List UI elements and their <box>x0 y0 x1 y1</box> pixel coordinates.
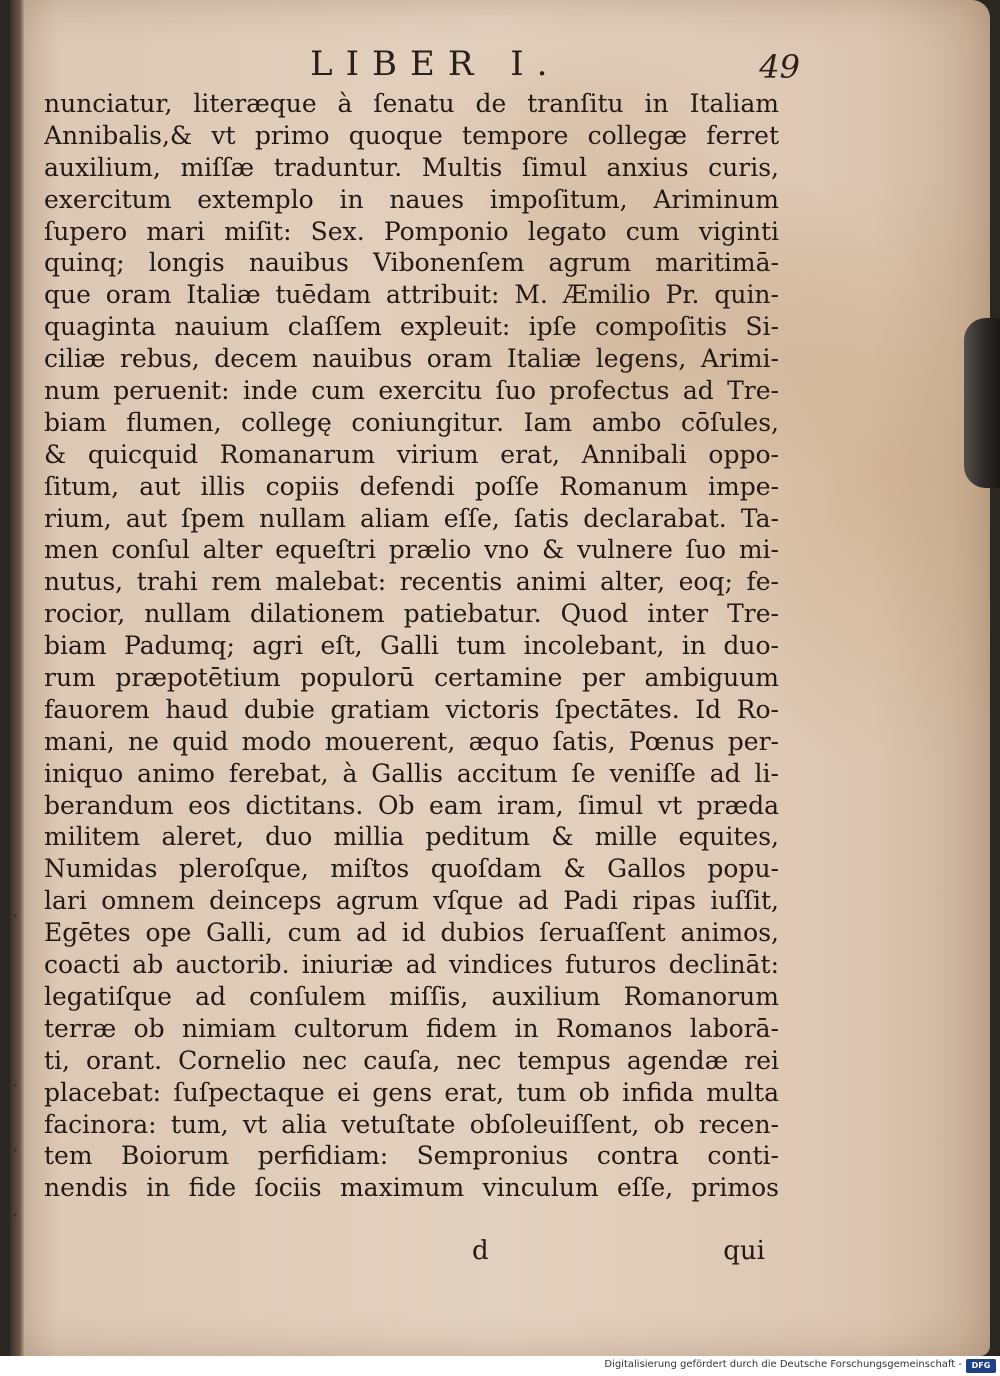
text-line: que oram Italiæ tuēdam attribuit: M. Æmilio Pr. quin- <box>44 280 779 310</box>
text-line: terræ ob nimiam cultorum fidem in Romanos laborā- <box>44 1013 779 1043</box>
text-line: rum præpotētium populorū certamine per ambiguum <box>44 663 779 693</box>
text-line: placebat: ſuſpectaque ei gens erat, tum ob infida multa <box>44 1077 779 1107</box>
text-line: rocior, nullam dilationem patiebatur. Quod inter Tre- <box>44 599 779 629</box>
book-clamp <box>964 318 1000 488</box>
text-line: rium, aut ſpem nullam aliam eſſe, ſatis declarabat. Ta- <box>44 503 779 533</box>
book-page <box>10 0 990 1356</box>
text-line: ciliæ rebus, decem nauibus oram Italiæ legens, Arimi- <box>44 344 779 374</box>
text-line: auxilium, miſſæ traduntur. Multis ſimul anxius curis, <box>44 152 779 182</box>
text-line: Numidas pleroſque, miſtos quoſdam & Gallos popu- <box>44 854 779 884</box>
text-line: militem aleret, duo millia peditum & mille equites, <box>44 822 779 852</box>
running-head <box>280 40 840 88</box>
text-line: facinora: tum, vt alia vetuſtate obſoleuiſſent, ob recen- <box>44 1109 779 1139</box>
text-line: exercitum extemplo in naues impoſitum, Ariminum <box>44 184 779 214</box>
page-number: 49 <box>759 48 800 86</box>
bleed-through-mark: · <box>12 1138 19 1162</box>
text-line: nendis in fide ſociis maximum vinculum eſſe, primos <box>44 1173 779 1203</box>
body-text <box>44 88 779 1238</box>
text-line: ſitum, aut illis copiis defendi poſſe Romanum impe- <box>44 471 779 501</box>
bleed-through-mark: · <box>12 1203 19 1227</box>
text-line: & quicquid Romanarum virium erat, Annibali oppo- <box>44 439 779 469</box>
text-line: mani, ne quid modo mouerent, æquo ſatis, Pœnus per- <box>44 726 779 756</box>
text-line: lari omnem deinceps agrum vſque ad Padi ripas iuſſit, <box>44 886 779 916</box>
bleed-through-mark: · <box>12 1073 19 1097</box>
text-line: berandum eos dictitans. Ob eam iram, ſimul vt præda <box>44 790 779 820</box>
text-line: Annibalis,& vt primo quoque tempore collegæ ferret <box>44 120 779 150</box>
dfg-logo: DFG <box>966 1359 996 1373</box>
text-line: iniquo animo ferebat, à Gallis accitum ſe veniſſe ad li- <box>44 758 779 788</box>
bleed-through-mark: · <box>12 903 19 927</box>
text-line: biam Padumq; agri eſt, Galli tum incolebant, in duo- <box>44 631 779 661</box>
text-line: legatiſque ad conſulem miſſis, auxilium Romanorum <box>44 981 779 1011</box>
text-line: tem Boiorum perfidiam: Sempronius contra conti- <box>44 1141 779 1171</box>
running-title: LIBER I. <box>310 44 561 84</box>
text-line: Egētes ope Galli, cum ad id dubios ſeruaſſent animos, <box>44 918 779 948</box>
signature-mark: d <box>472 1236 489 1266</box>
text-line: coacti ab auctorib. iniuriæ ad vindices futuros declināt: <box>44 950 779 980</box>
page-footer <box>44 1236 779 1270</box>
text-line: nunciatur, literæque à ſenatu de tranſitu in Italiam <box>44 89 779 118</box>
text-line: men conſul alter equeſtri prælio vno & vulnere ſuo mi- <box>44 535 779 565</box>
text-line: nutus, trahi rem malebat: recentis animi alter, eoq; fe- <box>44 567 779 597</box>
text-line: quaginta nauium claſſem expleuit: ipſe compoſitis Si- <box>44 312 779 342</box>
text-line: biam flumen, collegę coniungitur. Iam ambo cōſules, <box>44 407 779 437</box>
credit-bar <box>0 1356 1000 1376</box>
text-line: fauorem haud dubie gratiam victoris ſpectātes. Id Ro- <box>44 694 779 724</box>
text-line: quinq; longis nauibus Vibonenſem agrum maritimā- <box>44 248 779 278</box>
text-line: num peruenit: inde cum exercitu ſuo profectus ad Tre- <box>44 376 779 406</box>
text-line: ſupero mari miſit: Sex. Pomponio legato cum viginti <box>44 216 779 246</box>
digitization-credit: Digitalisierung gefördert durch die Deutsche Forschungsgemeinschaft - <box>604 1359 962 1370</box>
catchword: qui <box>723 1236 765 1266</box>
text-line: ti, orant. Cornelio nec cauſa, nec tempus agendæ rei <box>44 1045 779 1075</box>
